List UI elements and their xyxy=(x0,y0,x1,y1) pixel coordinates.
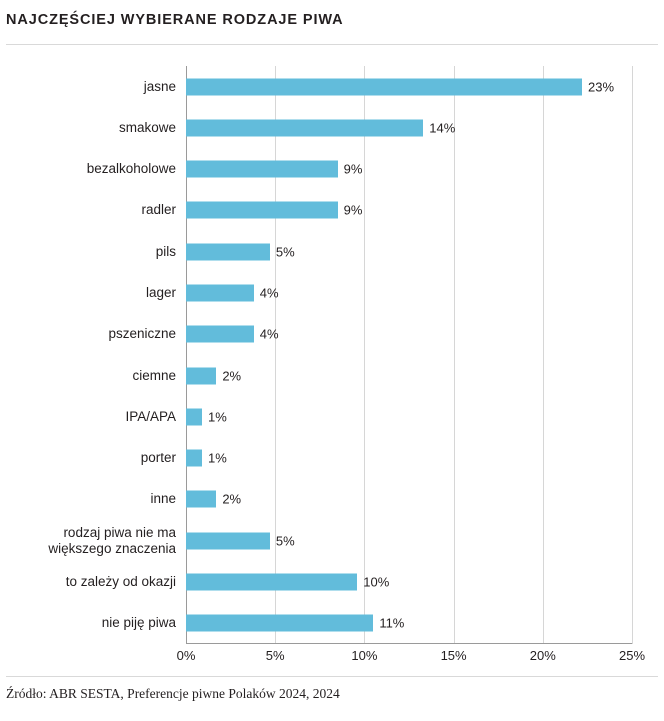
bar-value-label: 9% xyxy=(343,161,363,177)
bar xyxy=(186,326,254,343)
bar-value-label: 5% xyxy=(275,244,295,260)
bar-row xyxy=(143,66,632,107)
bar-value-label: 2% xyxy=(222,491,242,507)
bar-value-label: 4% xyxy=(259,326,279,342)
bar xyxy=(186,202,338,219)
bar xyxy=(186,285,254,302)
category-label: to zależy od okazji xyxy=(65,574,176,590)
x-tick-label: 0% xyxy=(176,648,196,663)
bar-row xyxy=(65,561,632,602)
bar xyxy=(186,450,202,467)
bar xyxy=(186,78,582,95)
bar xyxy=(186,161,338,178)
bar-value-label: 1% xyxy=(208,409,227,425)
category-label: inne xyxy=(150,491,176,507)
bar xyxy=(186,408,202,425)
bar-value-label: 4% xyxy=(259,285,279,301)
bar-value-label: 11% xyxy=(379,615,405,631)
category-label: smakowe xyxy=(118,119,176,135)
page-title: NAJCZĘŚCIEJ WYBIERANE RODZAJE PIWA xyxy=(6,12,344,28)
bar xyxy=(186,119,423,136)
x-tick-label: 10% xyxy=(351,648,378,663)
bar-row xyxy=(125,396,632,437)
bar-row xyxy=(48,520,632,561)
gridline xyxy=(632,66,633,644)
bar-value-label: 5% xyxy=(275,533,295,549)
bar-value-label: 9% xyxy=(343,202,363,218)
x-tick-label: 25% xyxy=(618,648,646,663)
bar xyxy=(186,243,270,260)
bar-row xyxy=(141,190,632,231)
bar-value-label: 2% xyxy=(222,368,242,384)
bar-row xyxy=(101,603,632,644)
category-label: nie piję piwa xyxy=(101,615,176,631)
x-axis-tick-labels xyxy=(176,648,646,666)
plot-area xyxy=(48,66,632,644)
bar-value-label: 23% xyxy=(588,79,615,95)
bar-row xyxy=(150,479,632,520)
category-label: rodzaj piwa nie ma większego znaczenia xyxy=(48,524,176,556)
bar-rows xyxy=(48,66,632,644)
bar xyxy=(186,367,216,384)
bar-row xyxy=(140,438,632,479)
bar-row xyxy=(118,107,632,148)
category-label: pszeniczne xyxy=(108,326,176,342)
category-label: radler xyxy=(141,202,176,218)
bar xyxy=(186,491,216,508)
x-tick-label: 20% xyxy=(529,648,556,663)
category-label: porter xyxy=(140,450,176,466)
category-label: lager xyxy=(145,285,176,301)
category-label: bezalkoholowe xyxy=(86,161,176,177)
category-label: IPA/APA xyxy=(125,408,176,424)
bar xyxy=(186,532,270,549)
x-tick-label: 15% xyxy=(440,648,467,663)
bar-row xyxy=(108,314,632,355)
divider-top xyxy=(6,44,658,45)
category-label: jasne xyxy=(143,78,176,94)
bar xyxy=(186,574,357,591)
category-label: ciemne xyxy=(132,367,176,383)
category-label: pils xyxy=(155,243,176,259)
x-axis-line xyxy=(186,643,632,644)
source-note: Źródło: ABR SESTA, Preferencje piwne Polaków 2024, 2024 xyxy=(6,686,340,701)
bar-value-label: 10% xyxy=(363,574,390,590)
x-tick-label: 5% xyxy=(265,648,285,663)
bar-row xyxy=(155,231,632,272)
bar-value-label: 14% xyxy=(429,120,456,136)
bar-row xyxy=(145,272,632,313)
bar xyxy=(186,615,373,632)
divider-bottom xyxy=(6,676,658,677)
bar-value-label: 1% xyxy=(208,450,227,466)
bar-row xyxy=(132,355,632,396)
bar-row xyxy=(86,149,632,190)
